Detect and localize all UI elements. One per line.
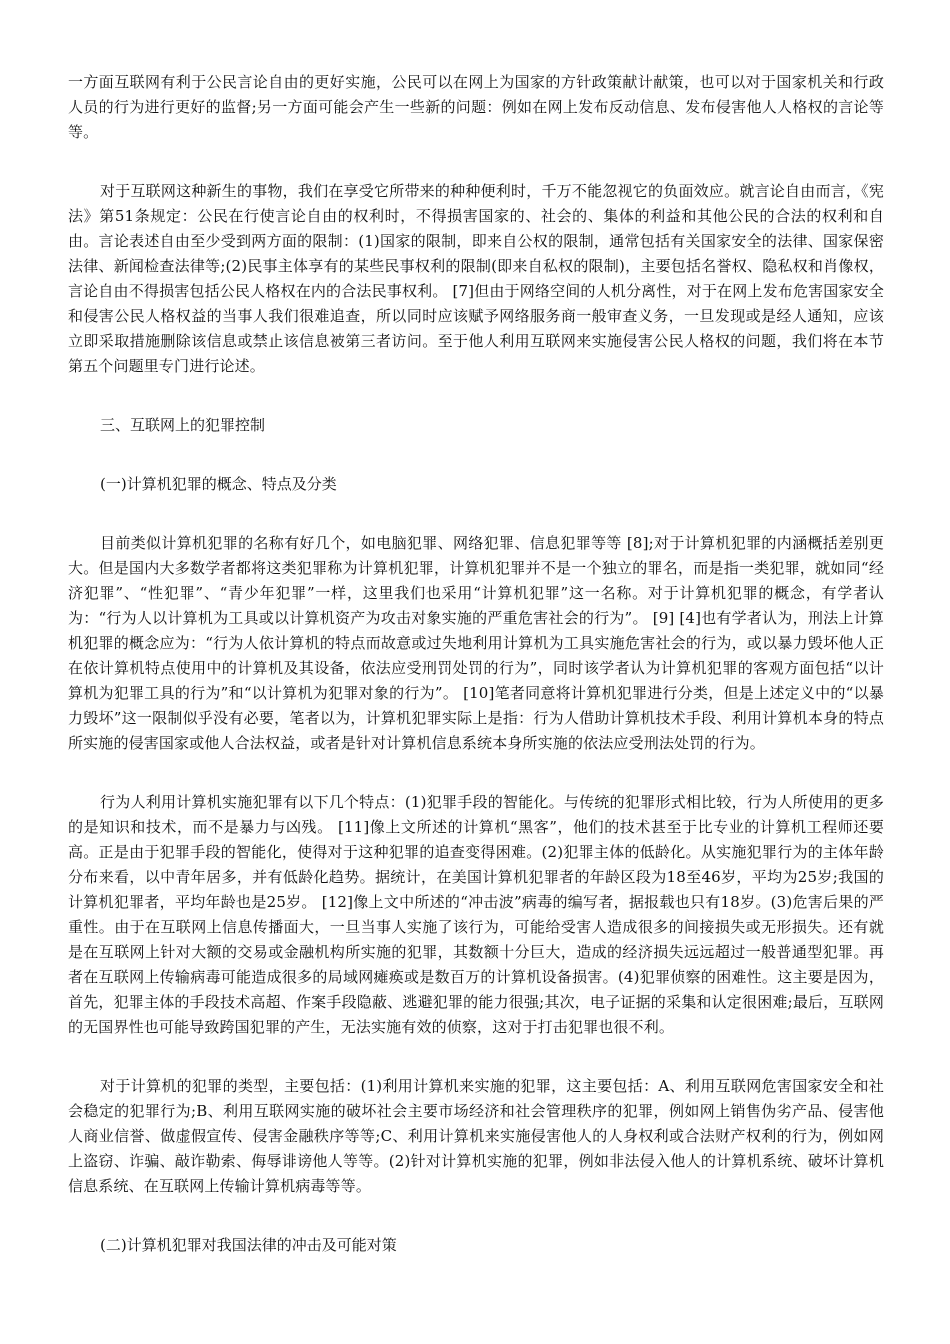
paragraph-crime-definition: 目前类似计算机犯罪的名称有好几个，如电脑犯罪、网络犯罪、信息犯罪等等 [8];对于计算机犯罪的内涵概括差别更大。但是国内大多数学者都将这类犯罪称为计算机犯罪，计算机犯罪并不是一个独立的罪名，而是指一类犯罪，就如同“经济犯罪”、“性犯罪”、“青少年犯罪”一样，这里我们也采用“计算机犯罪”这一名称。对于计算机犯罪的概念，有学者认为：“行为人以计算机为工具或以计算机资产为攻击对象实施的严重危害社会的行为”。 [9] [4]也有学者认为，刑法上计算机犯罪的概念应为：“行为人依计算机的特点而故意或过失地利用计算机为工具实施危害社会的行为，或以暴力毁坏他人正在依计算机特点使用中的计算机及其设备，依法应受刑罚处罚的行为”，同时该学者认为计算机犯罪的客观方面包括“以计算机为犯罪工具的行为”和“以计算机为犯罪对象的行为”。 [10]笔者同意将计算机犯罪进行分类，但是上述定义中的“以暴力毁坏”这一限制似乎没有必要，笔者以为，计算机犯罪实际上是指：行为人借助计算机技术手段、利用计算机本身的特点所实施的侵害国家或他人合法权益，或者是针对计算机信息系统本身所实施的依法应受刑法处罚的行为。 — [68, 534, 884, 752]
paragraph-internet-speech: 一方面互联网有利于公民言论自由的更好实施，公民可以在网上为国家的方针政策献计献策，也可以对于国家机关和行政人员的行为进行更好的监督;另一方面可能会产生一些新的问题：例如在网上发布反动信息、发布侵害他人人格权的言论等等。 — [68, 73, 884, 141]
document-body — [68, 70, 884, 1292]
paragraph-crime-characteristics: 行为人利用计算机实施犯罪有以下几个特点：(1)犯罪手段的智能化。与传统的犯罪形式相比较，行为人所使用的更多的是知识和技术，而不是暴力与凶残。 [11]像上文所述的计算机“黑客”，他们的技术甚至于比专业的计算机工程师还要高。正是由于犯罪手段的智能化，使得对于这种犯罪的追查变得困难。(2)犯罪主体的低龄化。从实施犯罪行为的主体年龄分布来看，以中青年居多，并有低龄化趋势。据统计，在美国计算机犯罪者的年龄区段为18至46岁，平均为25岁;我国的计算机犯罪者，平均年龄也是25岁。 [12]像上文中所述的“冲击波”病毒的编写者，据报载也只有18岁。(3)危害后果的严重性。由于在互联网上信息传播面大，一旦当事人实施了该行为，可能给受害人造成很多的间接损失或无形损失。还有就是在互联网上针对大额的交易或金融机构所实施的犯罪，其数额十分巨大，造成的经济损失远远超过一般普通型犯罪。再者在互联网上传输病毒可能造成很多的局域网瘫痪或是数百万的计算机设备损害。(4)犯罪侦察的困难性。这主要是因为，首先，犯罪主体的手段技术高超、作案手段隐蔽、逃避犯罪的能力很强;其次，电子证据的采集和认定很困难;最后，互联网的无国界性也可能导致跨国犯罪的产生，无法实施有效的侦察，这对于打击犯罪也很不利。 — [68, 793, 884, 1036]
paragraph-crime-types: 对于计算机的犯罪的类型，主要包括：(1)利用计算机来实施的犯罪，这主要包括：A、利用互联网危害国家安全和社会稳定的犯罪行为;B、利用互联网实施的破坏社会主要市场经济和社会管理秩序的犯罪，例如网上销售伪劣产品、侵害他人商业信誉、做虚假宣传、侵害金融秩序等等;C、利用计算机来实施侵害他人的人身权利或合法财产权利的行为，例如网上盗窃、诈骗、敲诈勒索、侮辱诽谤他人等等。(2)针对计算机实施的犯罪，例如非法侵入他人的计算机系统、破坏计算机信息系统、在互联网上传输计算机病毒等等。 — [68, 1077, 884, 1195]
subsection-heading-impact: (二)计算机犯罪对我国法律的冲击及可能对策 — [100, 1236, 397, 1254]
subsection-heading-concept: (一)计算机犯罪的概念、特点及分类 — [100, 475, 337, 493]
paragraph-speech-limits: 对于互联网这种新生的事物，我们在享受它所带来的种种便利时，千万不能忽视它的负面效应。就言论自由而言，《宪法》第51条规定：公民在行使言论自由的权利时，不得损害国家的、社会的、集体的利益和其他公民的合法的权利和自由。言论表述自由至少受到两方面的限制：(1)国家的限制，即来自公权的限制，通常包括有关国家安全的法律、国家保密法律、新闻检查法律等;(2)民事主体享有的某些民事权利的限制(即来自私权的限制)，主要包括名誉权、隐私权和肖像权，言论自由不得损害包括公民人格权在内的合法民事权利。 [7]但由于网络空间的人机分离性，对于在网上发布危害国家安全和侵害公民人格权益的当事人我们很难追查，所以同时应该赋予网络服务商一般审查义务，一旦发现或是经人通知，应该立即采取措施删除该信息或禁止该信息被第三者访问。至于他人利用互联网来实施侵害公民人格权的问题，我们将在本节第五个问题里专门进行论述。 — [68, 182, 884, 375]
section-heading-crime-control: 三、互联网上的犯罪控制 — [100, 416, 266, 434]
